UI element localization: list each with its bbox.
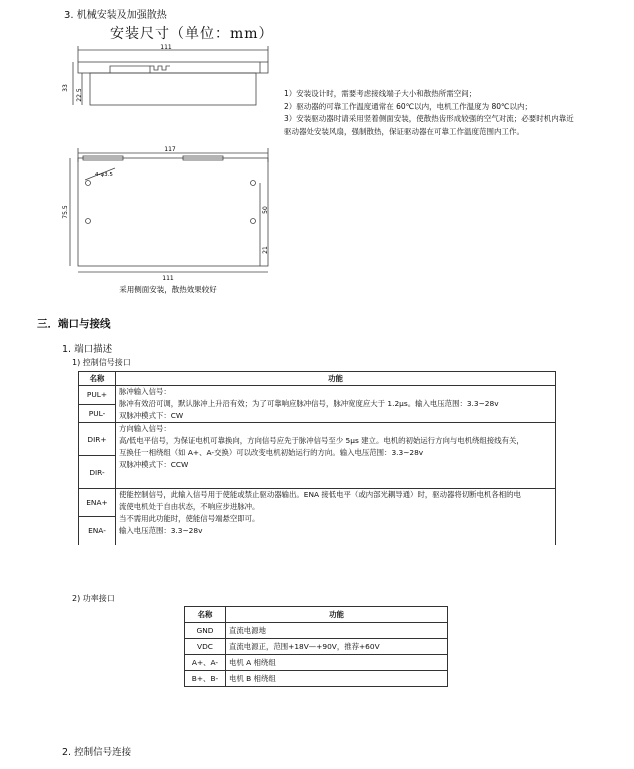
note-3-continued: 驱动器处安装风扇，强制散热，保证驱动器在可靠工作温度范围内工作。 xyxy=(284,126,524,136)
dim-top-h1: 33 xyxy=(62,84,69,92)
note-3: 3）安装驱动器时请采用竖着侧面安装，使散热齿形成较强的空气对流；必要时机内靠近 xyxy=(284,114,574,123)
power-func-b: 电机 B 相绕组 xyxy=(226,671,448,687)
signal-dir-function xyxy=(116,423,556,489)
dim-bottom-width-top: 117 xyxy=(164,146,176,153)
signal-ena-function xyxy=(116,489,556,545)
signal-dir-minus: DIR- xyxy=(79,456,116,489)
dim-top-h2: 22.5 xyxy=(76,88,83,102)
power-func-vdc: 直流电源正，范围+18V—+90V，推荐+60V xyxy=(226,639,448,655)
signal-ena-plus: ENA+ xyxy=(79,489,116,517)
power-name-a: A+、A- xyxy=(185,655,226,671)
signal-pul-function xyxy=(116,386,556,423)
dir-line-1: 方向输入信号： xyxy=(119,424,171,433)
dim-bottom-h-left: 75.5 xyxy=(62,205,69,219)
pul-line-1: 脉冲输入信号： xyxy=(119,387,171,396)
dir-line-4: 双脉冲模式下：CCW xyxy=(119,460,189,469)
table-row xyxy=(79,423,556,456)
dim-bottom-width-bottom: 111 xyxy=(162,275,174,282)
control-signal-table xyxy=(78,371,556,545)
power-name-b: B+、B- xyxy=(185,671,226,687)
table-row xyxy=(185,623,448,639)
header-function: 功能 xyxy=(116,372,556,386)
table-header-row xyxy=(185,607,448,623)
drawing-title: 安装尺寸（单位：mm） xyxy=(110,26,274,42)
dim-bottom-h-right2: 21 xyxy=(262,246,269,254)
header-function: 功能 xyxy=(226,607,448,623)
power-interface-title: 2) 功率接口 xyxy=(72,594,115,603)
pul-line-3: 双脉冲模式下：CW xyxy=(119,411,184,420)
top-view xyxy=(73,46,268,105)
control-connection-title: 2. 控制信号连接 xyxy=(62,747,132,758)
ena-line-2: 流使电机处于自由状态，不响应步进脉冲。 xyxy=(119,502,260,511)
dim-top-width: 111 xyxy=(160,44,172,51)
header-name: 名称 xyxy=(79,372,116,386)
power-func-a: 电机 A 相绕组 xyxy=(226,655,448,671)
dir-line-3: 互换任一相绕组（如 A+、A-交换）可以改变电机初始运行的方向。输入电压范围：3.3~28v xyxy=(119,448,424,457)
signal-ena-minus: ENA- xyxy=(79,517,116,545)
table-header-row xyxy=(79,372,556,386)
power-name-vdc: VDC xyxy=(185,639,226,655)
port-desc-title: 1. 端口描述 xyxy=(62,344,113,355)
pul-line-2: 脉冲有效沿可调，默认脉冲上升沿有效；为了可靠响应脉冲信号，脉冲宽度应大于 1.2μs。输入电压范围：3.3~28v xyxy=(119,399,499,408)
power-name-gnd: GND xyxy=(185,623,226,639)
ena-line-1: 使能控制信号，此输入信号用于使能或禁止驱动器输出。ENA 接低电平（或内部光耦导通）时，驱动器将切断电机各相的电 xyxy=(119,490,521,499)
power-func-gnd: 直流电源地 xyxy=(226,623,448,639)
dim-bottom-h-right1: 50 xyxy=(262,206,269,214)
table-row xyxy=(79,386,556,405)
table-row xyxy=(185,639,448,655)
table-row xyxy=(185,655,448,671)
note-1: 1）安装设计时，需要考虑接线端子大小和散热所需空间； xyxy=(284,89,477,98)
signal-pul-minus: PUL- xyxy=(79,404,116,423)
install-section-heading: 3. 机械安装及加强散热 xyxy=(64,10,167,21)
signal-dir-plus: DIR+ xyxy=(79,423,116,456)
dim-hole: 4-φ3.5 xyxy=(95,172,113,178)
signal-pul-plus: PUL+ xyxy=(79,386,116,405)
side-view xyxy=(70,148,268,272)
drawing-caption: 采用侧面安装，散热效果较好 xyxy=(119,285,217,294)
install-notes xyxy=(284,88,624,138)
ena-line-4: 输入电压范围：3.3~28v xyxy=(119,526,203,535)
table-row xyxy=(79,489,556,517)
mechanical-drawing xyxy=(55,40,285,300)
section-ports-title: 三．端口与接线 xyxy=(37,318,111,330)
table-row xyxy=(185,671,448,687)
header-name: 名称 xyxy=(185,607,226,623)
power-interface-table xyxy=(184,606,448,687)
ena-line-3: 当不需用此功能时，使能信号端悬空即可。 xyxy=(119,514,260,523)
note-2: 2）驱动器的可靠工作温度通常在 60℃以内，电机工作温度为 80℃以内； xyxy=(284,101,532,111)
ctrl-interface-title: 1) 控制信号接口 xyxy=(72,358,131,367)
dir-line-2: 高/低电平信号，为保证电机可靠换向，方向信号应先于脉冲信号至少 5μs 建立。电机的初始运行方向与电机绕组接线有关， xyxy=(119,436,524,445)
